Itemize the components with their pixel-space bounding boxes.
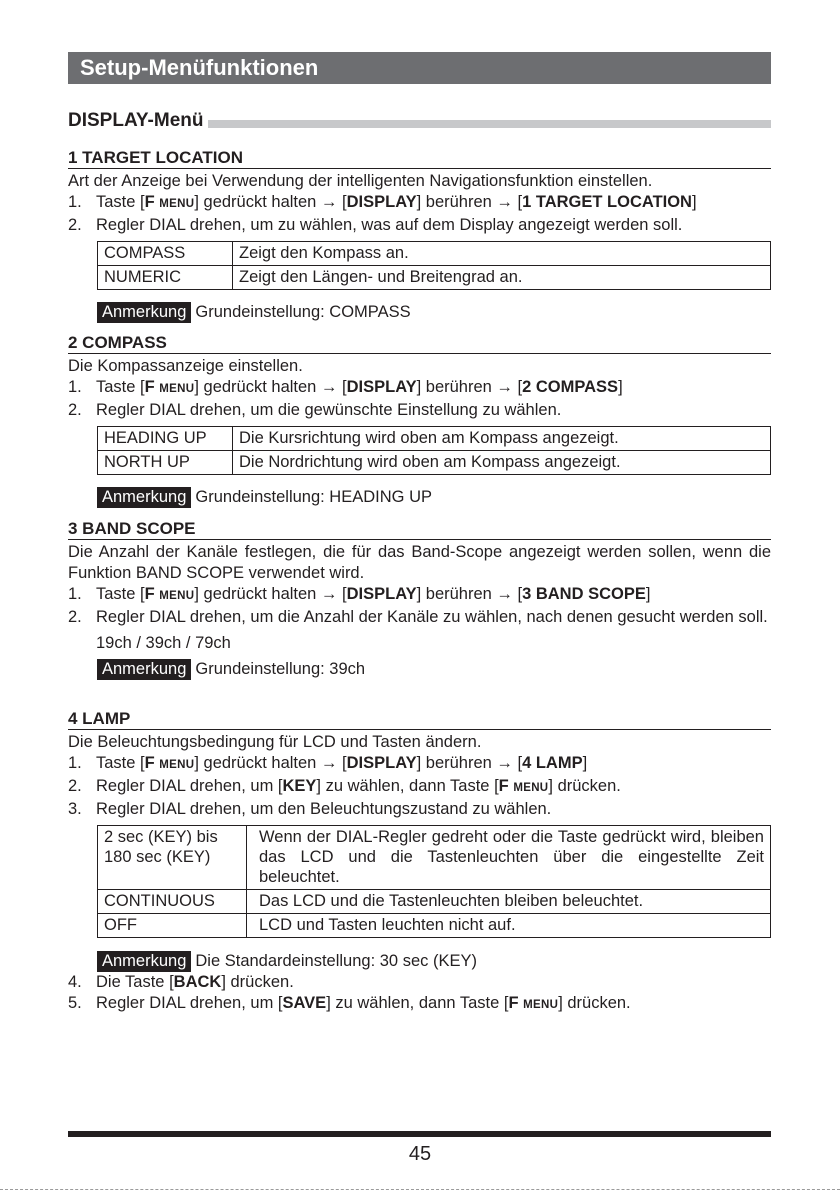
options-table bbox=[97, 241, 771, 290]
table-row: OFF LCD und Tasten leuchten nicht auf. bbox=[98, 914, 771, 938]
section-compass bbox=[68, 333, 771, 508]
page-header-title: Setup-Menüfunktionen bbox=[80, 55, 319, 80]
step-3: 3. Regler DIAL drehen, um den Beleuchtungszustand zu wählen. bbox=[68, 800, 552, 818]
section-heading: 1 TARGET LOCATION bbox=[68, 148, 771, 169]
section-description: Die Anzahl der Kanäle festlegen, die für das Band-Scope angezeigt werden sollen, wenn die Funktion BAND SCOPE verwendet wird. bbox=[68, 543, 771, 582]
step-2: 2. Regler DIAL drehen, um [KEY] zu wählen, dann Taste [F MENU] drücken. bbox=[68, 777, 621, 795]
table-row: NUMERIC Zeigt den Längen- und Breitengrad an. bbox=[98, 266, 771, 290]
section-band-scope bbox=[68, 519, 771, 680]
channel-options: 19ch / 39ch / 79ch bbox=[96, 634, 231, 652]
step-1: 1. Taste [F MENU] gedrückt halten → [DISPLAY] berühren → [4 LAMP] bbox=[68, 754, 588, 772]
step-1: 1. Taste [F MENU] gedrückt halten → [DISPLAY] berühren → [1 TARGET LOCATION] bbox=[68, 193, 697, 211]
step-2: 2. Regler DIAL drehen, um die gewünschte Einstellung zu wählen. bbox=[68, 401, 562, 419]
note: Anmerkung Die Standardeinstellung: 30 sec (KEY) bbox=[97, 950, 771, 972]
section-heading: 4 LAMP bbox=[68, 709, 771, 730]
page-header-bar bbox=[68, 52, 771, 84]
page-edge-dots bbox=[0, 1189, 840, 1190]
menu-title-text: DISPLAY-Menü bbox=[68, 110, 208, 131]
note: Anmerkung Grundeinstellung: 39ch bbox=[97, 658, 771, 680]
section-description: Die Beleuchtungsbedingung für LCD und Tasten ändern. bbox=[68, 733, 482, 751]
step-2: 2. Regler DIAL drehen, um die Anzahl der Kanäle zu wählen, nach denen gesucht werden soll. bbox=[68, 608, 768, 626]
section-heading: 2 COMPASS bbox=[68, 333, 771, 354]
page-number: 45 bbox=[408, 1143, 432, 1165]
section-lamp bbox=[68, 709, 771, 1016]
table-row: 2 sec (KEY) bis 180 sec (KEY) Wenn der DIAL-Regler gedreht oder die Taste gedrückt wird, bleiben das LCD und die Tastenleuchten über die eingestellte Zeit beleuchtet. bbox=[98, 826, 771, 890]
table-row: CONTINUOUS Das LCD und die Tastenleuchten bleiben beleuchtet. bbox=[98, 890, 771, 914]
table-row: COMPASS Zeigt den Kompass an. bbox=[98, 242, 771, 266]
note: Anmerkung Grundeinstellung: COMPASS bbox=[97, 301, 771, 323]
footer-rule bbox=[68, 1131, 771, 1137]
options-table bbox=[97, 825, 771, 938]
section-description: Die Kompassanzeige einstellen. bbox=[68, 357, 303, 375]
note: Anmerkung Grundeinstellung: HEADING UP bbox=[97, 486, 771, 508]
menu-title bbox=[68, 110, 771, 132]
section-heading: 3 BAND SCOPE bbox=[68, 519, 771, 540]
note-badge: Anmerkung bbox=[97, 659, 191, 680]
table-row: HEADING UP Die Kursrichtung wird oben am Kompass angezeigt. bbox=[98, 427, 771, 451]
step-1: 1. Taste [F MENU] gedrückt halten → [DISPLAY] berühren → [2 COMPASS] bbox=[68, 378, 623, 396]
section-target-location bbox=[68, 148, 771, 323]
table-row: NORTH UP Die Nordrichtung wird oben am Kompass angezeigt. bbox=[98, 451, 771, 475]
note-badge: Anmerkung bbox=[97, 302, 191, 323]
step-4: 4. Die Taste [BACK] drücken. bbox=[68, 973, 294, 991]
note-badge: Anmerkung bbox=[97, 487, 191, 508]
step-2: 2. Regler DIAL drehen, um zu wählen, was auf dem Display angezeigt werden soll. bbox=[68, 216, 683, 234]
step-5: 5. Regler DIAL drehen, um [SAVE] zu wählen, dann Taste [F MENU] drücken. bbox=[68, 994, 631, 1012]
options-table bbox=[97, 426, 771, 475]
step-1: 1. Taste [F MENU] gedrückt halten → [DISPLAY] berühren → [3 BAND SCOPE] bbox=[68, 585, 651, 603]
section-description: Art der Anzeige bei Verwendung der intelligenten Navigationsfunktion einstellen. bbox=[68, 172, 653, 190]
note-badge: Anmerkung bbox=[97, 951, 191, 972]
